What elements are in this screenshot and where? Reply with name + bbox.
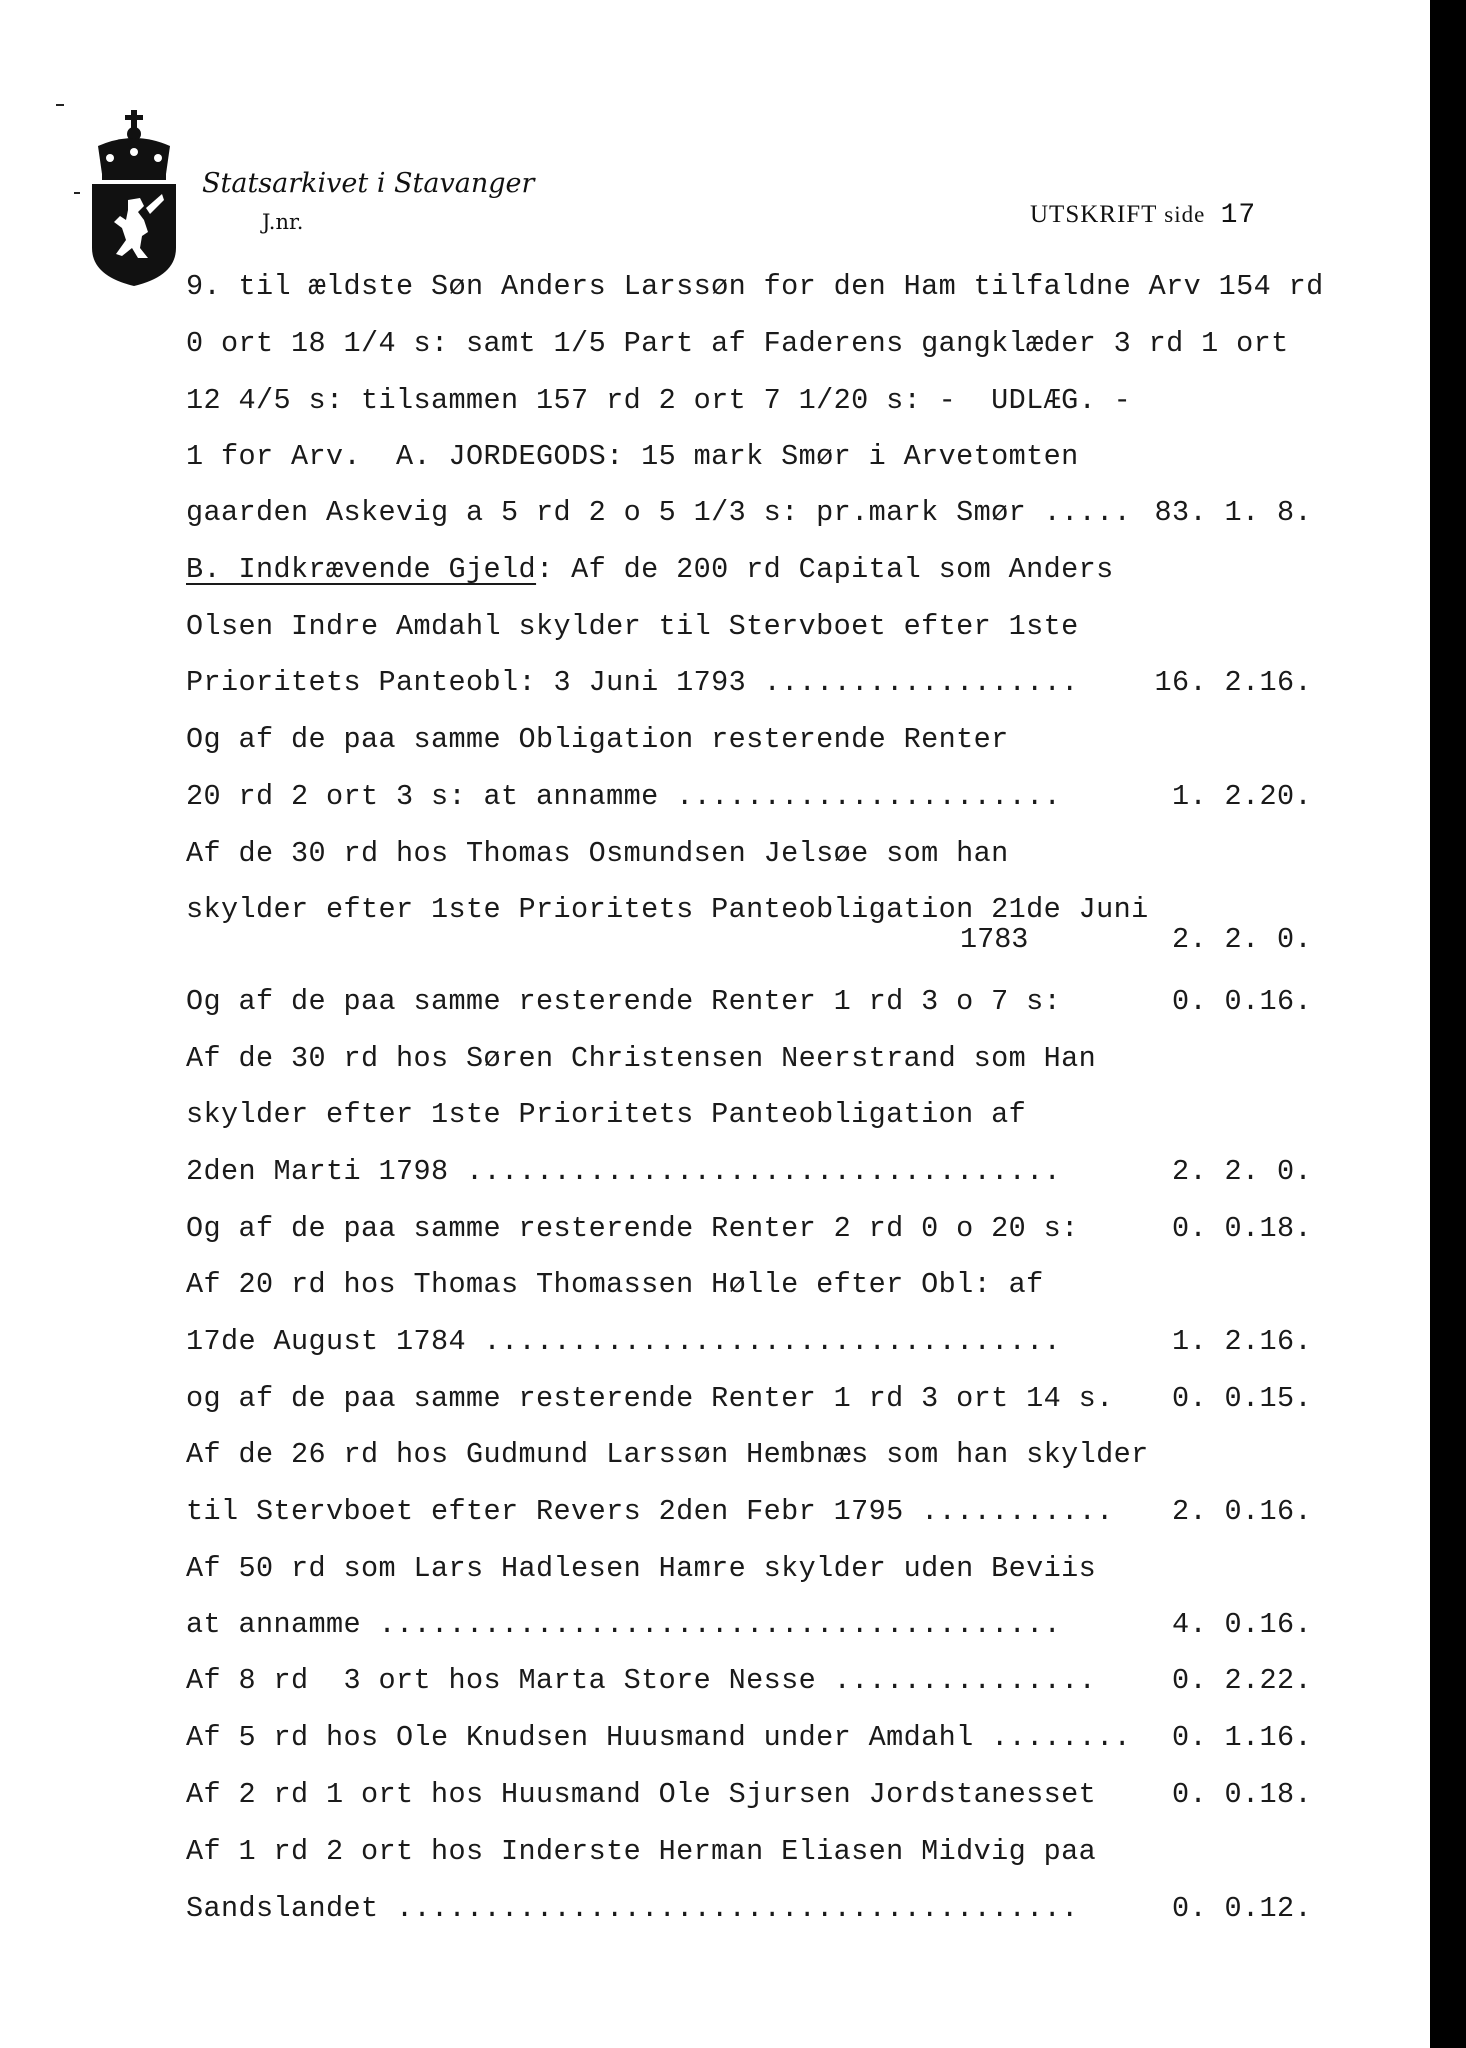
ledger-amount: 83. 1. 8.: [1154, 496, 1312, 529]
ledger-line: at annamme .......................................: [186, 1608, 1062, 1641]
ledger-line: Olsen Indre Amdahl skylder til Stervboet efter 1ste: [186, 610, 1079, 643]
ledger-line: 17de August 1784 .................................: [186, 1325, 1062, 1358]
ledger-amount: 2. 0.16.: [1171, 1495, 1312, 1528]
ledger-amount: 1. 2.16.: [1171, 1325, 1312, 1358]
ledger-amount: 1. 2.20.: [1171, 780, 1312, 813]
ledger-amount: 0. 2.22.: [1171, 1664, 1312, 1697]
journal-number-label: J.nr.: [262, 210, 304, 234]
ledger-line-continuation: 1783: [960, 923, 1029, 956]
ledger-line: Af 20 rd hos Thomas Thomassen Hølle efter Obl: af: [186, 1268, 1044, 1301]
ledger-amount: 0. 0.12.: [1171, 1892, 1312, 1925]
margin-tick: [74, 192, 80, 194]
ledger-line: Af de 30 rd hos Søren Christensen Neerstrand som Han: [186, 1042, 1097, 1075]
ledger-line: skylder efter 1ste Prioritets Panteobligation af: [186, 1098, 1027, 1131]
ledger-amount: 16. 2.16.: [1154, 666, 1312, 699]
ledger-line: Og af de paa samme Obligation resterende Renter: [186, 723, 1009, 756]
ledger-line: 20 rd 2 ort 3 s: at annamme ......................: [186, 780, 1062, 813]
page-header-right: [1030, 200, 1256, 231]
ledger-line: B. Indkrævende Gjeld: Af de 200 rd Capital som Anders: [186, 553, 1114, 586]
ledger-amount: 0. 0.15.: [1171, 1382, 1312, 1415]
ledger-line: Af 2 rd 1 ort hos Huusmand Ole Sjursen Jordstanesset: [186, 1778, 1097, 1811]
ledger-line: 2den Marti 1798 ..................................: [186, 1155, 1062, 1188]
ledger-line: Af 1 rd 2 ort hos Inderste Herman Eliasen Midvig paa: [186, 1835, 1097, 1868]
side-label: side: [1164, 202, 1206, 227]
ledger-amount: 2. 2. 0.: [1171, 1155, 1312, 1188]
ledger-line: Prioritets Panteobl: 3 Juni 1793 ..................: [186, 666, 1079, 699]
ledger-amount: 0. 0.18.: [1171, 1212, 1312, 1245]
ledger-line: Sandslandet .......................................: [186, 1892, 1079, 1925]
ledger-line: til Stervboet efter Revers 2den Febr 1795 ...........: [186, 1495, 1114, 1528]
ledger-line: og af de paa samme resterende Renter 1 rd 3 ort 14 s.: [186, 1382, 1114, 1415]
ledger-line: 12 4/5 s: tilsammen 157 rd 2 ort 7 1/20 s: - UDLÆG. -: [186, 384, 1132, 417]
ledger-line: Af 5 rd hos Ole Knudsen Huusmand under Amdahl ........: [186, 1721, 1132, 1754]
ledger-line: 1 for Arv. A. JORDEGODS: 15 mark Smør i Arvetomten: [186, 440, 1079, 473]
ledger-line: Af 8 rd 3 ort hos Marta Store Nesse ...............: [186, 1664, 1097, 1697]
ledger-line: Af 50 rd som Lars Hadlesen Hamre skylder uden Beviis: [186, 1552, 1097, 1585]
ledger-line: Af de 26 rd hos Gudmund Larssøn Hembnæs som han skylder: [186, 1438, 1149, 1471]
margin-tick: [56, 104, 64, 106]
ledger-line: Af de 30 rd hos Thomas Osmundsen Jelsøe som han: [186, 837, 1009, 870]
ledger-line: Og af de paa samme resterende Renter 1 rd 3 o 7 s:: [186, 985, 1062, 1018]
page-number: 17: [1220, 200, 1257, 231]
utskrift-label: UTSKRIFT: [1030, 201, 1158, 228]
archive-name: Statsarkivet i Stavanger: [202, 168, 535, 199]
ledger-amount: 0. 0.16.: [1171, 985, 1312, 1018]
ledger-line: 0 ort 18 1/4 s: samt 1/5 Part af Faderens gangklæder 3 rd 1 ort: [186, 327, 1289, 360]
norwegian-coat-of-arms-logo: [88, 108, 180, 288]
ledger-line: skylder efter 1ste Prioritets Panteobligation 21de Juni: [186, 893, 1149, 926]
ledger-line: gaarden Askevig a 5 rd 2 o 5 1/3 s: pr.mark Smør .....: [186, 496, 1132, 529]
ledger-amount: 0. 1.16.: [1171, 1721, 1312, 1754]
ledger-amount: 4. 0.16.: [1171, 1608, 1312, 1641]
ledger-amount: 2. 2. 0.: [1171, 923, 1312, 956]
ledger-line: Og af de paa samme resterende Renter 2 rd 0 o 20 s:: [186, 1212, 1079, 1245]
ledger-amount: 0. 0.18.: [1171, 1778, 1312, 1811]
ledger-line: 9. til ældste Søn Anders Larssøn for den Ham tilfaldne Arv 154 rd: [186, 270, 1324, 303]
